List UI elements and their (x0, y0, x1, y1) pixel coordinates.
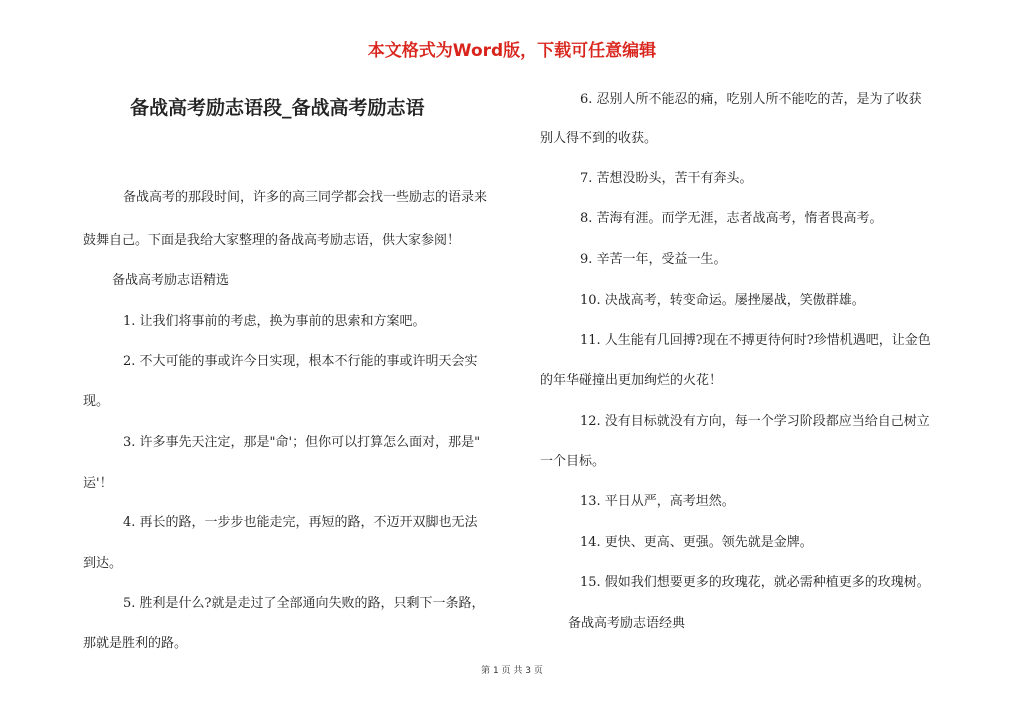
list-item: 5. 胜利是什么?就是走过了全部通向失败的路，只剩下一条路， (123, 596, 485, 611)
list-item: 10. 决战高考，转变命运。屡挫屡战，笑傲群雄。 (580, 293, 865, 308)
list-item: 7. 苦想没盼头，苦干有奔头。 (580, 171, 753, 186)
list-item-cont: 那就是胜利的路。 (83, 636, 188, 651)
list-item: 1. 让我们将事前的考虑，换为事前的思索和方案吧。 (123, 314, 426, 329)
list-item-cont: 到达。 (83, 556, 123, 571)
list-item: 14. 更快、更高、更强。领先就是金牌。 (580, 535, 813, 550)
list-item: 15. 假如我们想要更多的玫瑰花，就必需种植更多的玫瑰树。 (580, 575, 930, 590)
edit-banner: 本文格式为Word版，下载可任意编辑 (367, 41, 657, 61)
list-item-cont: 的年华碰撞出更加绚烂的火花！ (540, 373, 723, 388)
list-item-cont: 一个目标。 (540, 454, 606, 469)
list-item: 2. 不大可能的事或许今日实现，根本不行能的事或许明天会实 (123, 354, 478, 369)
list-item: 11. 人生能有几回搏?现在不搏更待何时?珍惜机遇吧，让金色 (580, 333, 931, 348)
section-heading: 备战高考励志语经典 (568, 616, 686, 631)
section-heading: 备战高考励志语精选 (112, 273, 230, 288)
list-item: 13. 平日从严，高考坦然。 (580, 494, 735, 509)
page-number: 第 1 页 共 3 页 (481, 666, 543, 676)
page-title: 备战高考励志语段_备战高考励志语 (130, 97, 425, 119)
list-item: 9. 辛苦一年，受益一生。 (580, 252, 727, 267)
list-item: 6. 忍别人所不能忍的痛，吃别人所不能吃的苦，是为了收获 (580, 92, 922, 107)
list-item-cont: 别人得不到的收获。 (540, 131, 658, 146)
list-item-cont: 运'！ (83, 476, 113, 491)
list-item: 8. 苦海有涯。而学无涯，志者战高考，惰者畏高考。 (580, 211, 883, 226)
paragraph-line: 备战高考的那段时间，许多的高三同学都会找一些励志的语录来 (123, 190, 488, 205)
list-item: 3. 许多事先天注定，那是"命'；但你可以打算怎么面对，那是" (123, 435, 481, 450)
list-item-cont: 现。 (83, 394, 110, 409)
paragraph-line: 鼓舞自己。下面是我给大家整理的备战高考励志语，供大家参阅！ (83, 233, 461, 248)
list-item: 4. 再长的路，一步步也能走完，再短的路，不迈开双脚也无法 (123, 515, 478, 530)
list-item: 12. 没有目标就没有方向，每一个学习阶段都应当给自己树立 (580, 414, 930, 429)
